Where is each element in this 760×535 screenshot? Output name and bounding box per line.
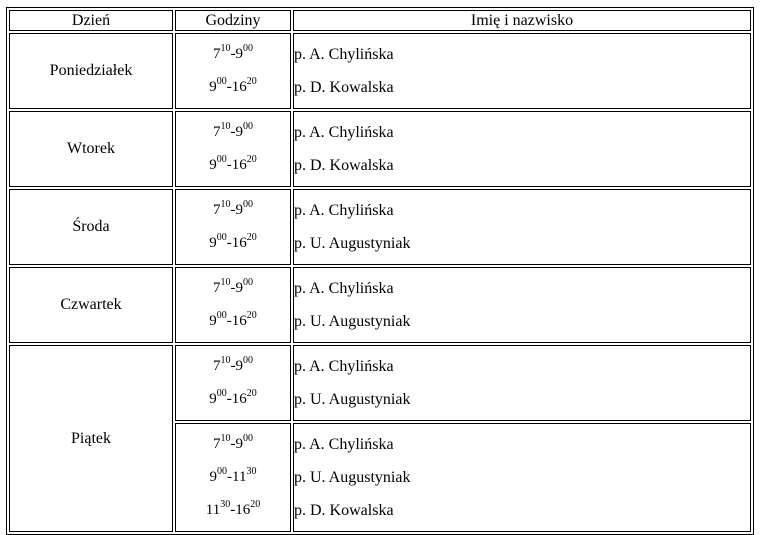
header-day: Dzień <box>9 10 173 31</box>
header-row <box>9 10 751 31</box>
header-name: Imię i nazwisko <box>293 10 751 31</box>
person-name: p. A. Chylińska <box>294 46 394 63</box>
time-range: $9^{00}-16^{20}$ <box>209 232 257 251</box>
person-name: p. A. Chylińska <box>294 358 394 375</box>
table-row <box>9 189 751 265</box>
time-range: $9^{00}-11^{30}$ <box>209 466 257 485</box>
time-range: $7^{10}-9^{00}$ <box>213 355 253 374</box>
person-name: p. D. Kowalska <box>294 79 394 96</box>
person-name: p. U. Augustyniak <box>294 391 411 408</box>
header-hours: Godziny <box>175 10 291 31</box>
names-cell <box>293 423 751 532</box>
person-name: p. A. Chylińska <box>294 280 394 297</box>
names-cell <box>293 345 751 421</box>
person-name: p. U. Augustyniak <box>294 235 411 252</box>
person-name: p. A. Chylińska <box>294 202 394 219</box>
time-range: $7^{10}-9^{00}$ <box>213 121 253 140</box>
person-name: p. A. Chylińska <box>294 124 394 141</box>
person-name: p. D. Kowalska <box>294 157 394 174</box>
names-cell <box>293 267 751 343</box>
day-cell: Środa <box>9 189 173 265</box>
hours-cell <box>175 423 291 532</box>
hours-cell <box>175 267 291 343</box>
time-range: $11^{30}-16^{20}$ <box>205 499 261 518</box>
time-range: $7^{10}-9^{00}$ <box>213 277 253 296</box>
hours-cell <box>175 189 291 265</box>
table-row <box>9 345 751 421</box>
person-name: p. U. Augustyniak <box>294 313 411 330</box>
person-name: p. U. Augustyniak <box>294 469 411 486</box>
time-range: $9^{00}-16^{20}$ <box>209 310 257 329</box>
day-cell: Czwartek <box>9 267 173 343</box>
names-cell <box>293 33 751 109</box>
names-cell <box>293 189 751 265</box>
table-row <box>9 33 751 109</box>
person-name: p. D. Kowalska <box>294 502 394 519</box>
day-cell: Wtorek <box>9 111 173 187</box>
table-row <box>9 111 751 187</box>
hours-cell <box>175 33 291 109</box>
names-cell <box>293 111 751 187</box>
table-row <box>9 267 751 343</box>
time-range: $7^{10}-9^{00}$ <box>213 433 253 452</box>
person-name: p. A. Chylińska <box>294 436 394 453</box>
day-cell: Piątek <box>9 345 173 532</box>
day-cell: Poniedziałek <box>9 33 173 109</box>
time-range: $9^{00}-16^{20}$ <box>209 388 257 407</box>
time-range: $7^{10}-9^{00}$ <box>213 43 253 62</box>
duty-schedule-table <box>6 7 754 535</box>
hours-cell <box>175 345 291 421</box>
time-range: $7^{10}-9^{00}$ <box>213 199 253 218</box>
time-range: $9^{00}-16^{20}$ <box>209 76 257 95</box>
time-range: $9^{00}-16^{20}$ <box>209 154 257 173</box>
hours-cell <box>175 111 291 187</box>
